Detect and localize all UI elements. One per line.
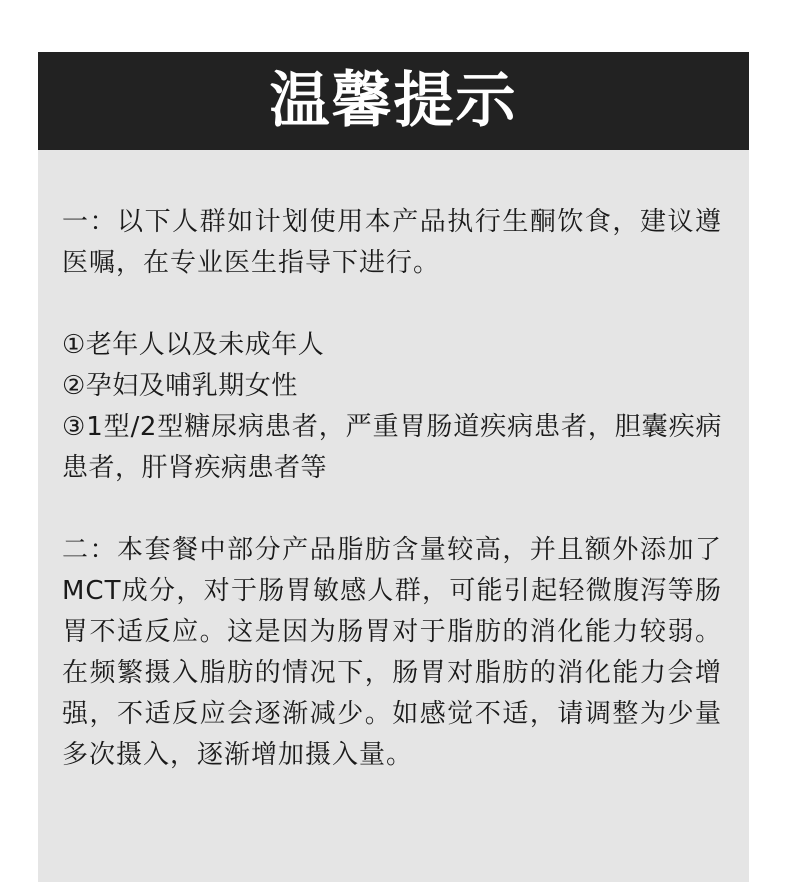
list-item-1: ①老年人以及未成年人	[62, 330, 325, 360]
notice-header	[38, 52, 749, 150]
spacer	[62, 284, 722, 325]
notice-body	[62, 202, 722, 776]
list-item-2: ②孕妇及哺乳期女性	[62, 371, 298, 401]
spacer	[62, 489, 722, 530]
list-item-3: ③1型/2型糖尿病患者，严重胃肠道疾病患者，胆囊疾病患者，肝肾疾病患者等	[62, 412, 722, 483]
section1-intro: 一：以下人群如计划使用本产品执行生酮饮食，建议遵医嘱，在专业医生指导下进行。	[62, 207, 722, 278]
notice-title: 温馨提示	[269, 66, 518, 136]
notice-card	[38, 52, 749, 882]
section2-text: 二：本套餐中部分产品脂肪含量较高，并且额外添加了MCT成分，对于肠胃敏感人群，可能引起轻微腹泻等肠胃不适反应。这是因为肠胃对于脂肪的消化能力较弱。在频繁摄入脂肪的情况下，肠胃对脂肪的消化能力会增强，不适反应会逐渐减少。如感觉不适，请调整为少量多次摄入，逐渐增加摄入量。	[62, 535, 722, 770]
